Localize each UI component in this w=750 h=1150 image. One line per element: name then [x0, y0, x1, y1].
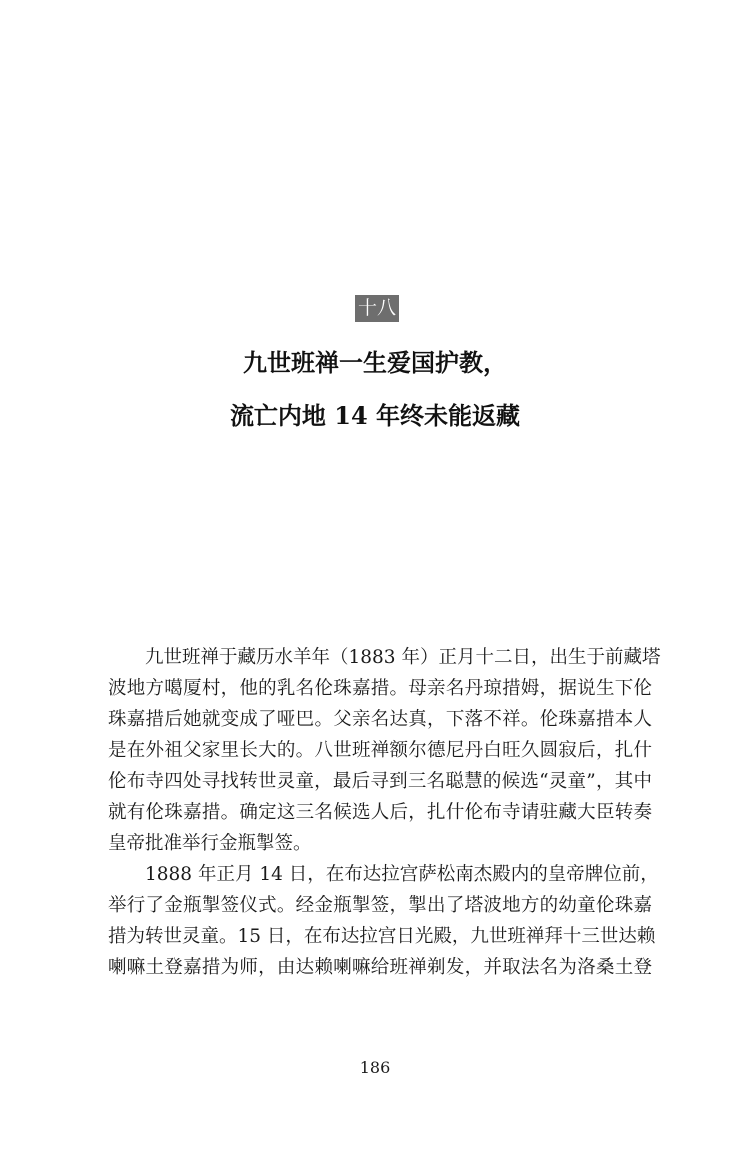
chapter-number-badge: 十八 — [355, 295, 399, 322]
text-line: 喇嘛土登嘉措为师，由达赖喇嘛给班禅剃发，并取法名为洛桑土登 — [108, 957, 652, 978]
text-line: 伦布寺四处寻找转世灵童，最后寻到三名聪慧的候选“灵童”，其中 — [108, 771, 652, 792]
text-line: 珠嘉措后她就变成了哑巴。父亲名达真，下落不祥。伦珠嘉措本人 — [108, 709, 652, 730]
text-line: 九世班禅于藏历水羊年（1883 年）正月十二日，出生于前藏塔 — [145, 647, 661, 668]
page-number: 186 — [359, 1058, 391, 1077]
text-line: 是在外祖父家里长大的。八世班禅额尔德尼丹白旺久圆寂后，扎什 — [108, 740, 652, 761]
paragraph-2 — [108, 859, 659, 983]
paragraph-1 — [108, 642, 661, 859]
text-line: 举行了金瓶掣签仪式。经金瓶掣签，掣出了塔波地方的幼童伦珠嘉 — [108, 895, 652, 916]
chapter-title-line-2: 流亡内地 14 年终未能返藏 — [229, 401, 521, 430]
chapter-title-line-1: 九世班禅一生爱国护教， — [243, 348, 507, 377]
body-text — [108, 642, 661, 983]
text-line: 皇帝批准举行金瓶掣签。 — [108, 833, 312, 854]
text-line: 措为转世灵童。15 日，在布达拉宫日光殿，九世班禅拜十三世达赖 — [108, 926, 656, 947]
text-line: 就有伦珠嘉措。确定这三名候选人后，扎什伦布寺请驻藏大臣转奏 — [108, 802, 652, 823]
text-line: 1888 年正月 14 日，在布达拉宫萨松南杰殿内的皇帝牌位前， — [145, 864, 659, 885]
text-line: 波地方噶厦村，他的乳名伦珠嘉措。母亲名丹琼措姆，据说生下伦 — [108, 678, 652, 699]
